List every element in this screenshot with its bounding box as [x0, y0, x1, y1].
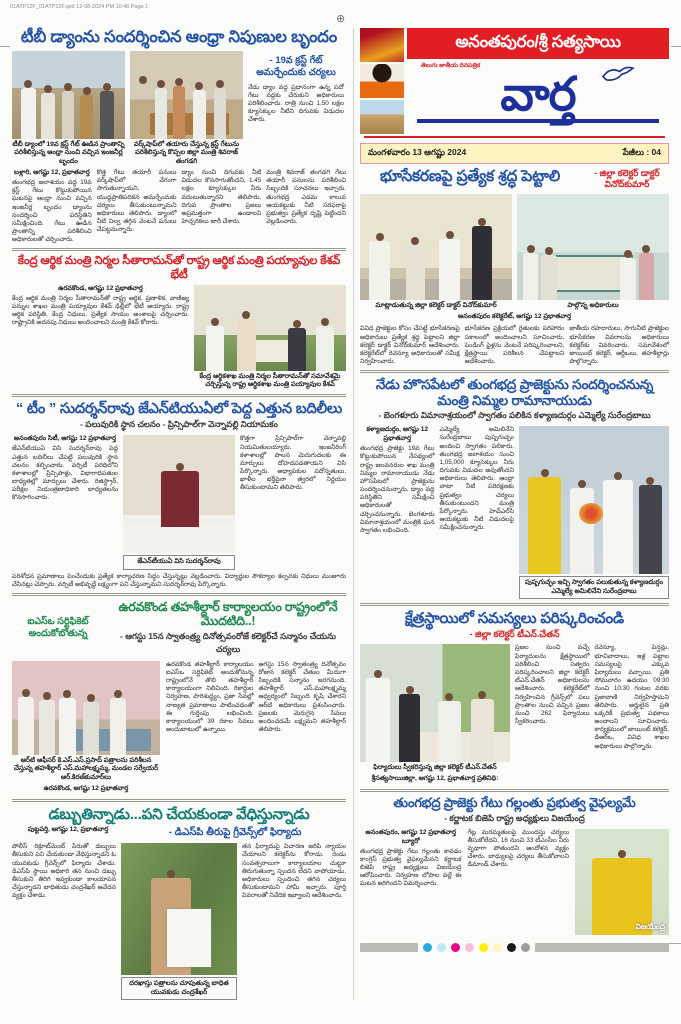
- dateline: ఉరవకొండ, ఆగష్టు 12 ప్రభాతవార్త: [43, 784, 129, 792]
- crop-mark: [0, 46, 10, 47]
- body-column: తన ఫిర్యాదుపై విచారణ జరిపి న్యాయం చేయాలని కలెక్టర్‌ను కోరాడు. రెండు సంవత్సరాలుగా కార్యాలయాల చుట్టూ తిరుగుతున్నా స్పందన లేదని వాపోయాడు. అధికారులు స్పందించి తగిన చర్యలు తీసుకుంటామని హామీ ఇచ్చారు. పూర్తి వివరాలతో నివేదిక ఇవ్వాలని ఆదేశించారు.: [242, 843, 346, 900]
- body-column: ప్రజల నుంచి వచ్చే ఫిర్యాదులను క్షేత్రస్థాయిలో పరిశీలించి సత్వరం పరిష్కరించాలని జిల్లా కలెక్టర్ టీఎన్.చేతన్ అధికారులను ఆదేశించారు. కలెక్టరేట్‌లో నిర్వహించిన గ్రీవెన్స్‌లో పలు ప్రాంతాల నుంచి వచ్చిన ప్రజల నుంచి 262 ఫిర్యాదులు స్వీకరించారు.: [515, 644, 590, 726]
- article-subhead: - డిఎస్‌పి తీరుపై గ్రీవెన్స్‌లో ఫిర్యాదు: [168, 827, 302, 839]
- edition-banner: అనంతపురం/శ్రీ సత్యసాయి: [407, 28, 669, 59]
- meeting-photo: [194, 285, 346, 371]
- page-content: [12, 28, 669, 1000]
- crop-mark: [671, 46, 681, 47]
- photo-name-label: విజయేంద్ర: [635, 921, 665, 931]
- left-column: [12, 28, 346, 1000]
- grievance-photo: [360, 644, 510, 762]
- article-body: [360, 325, 669, 366]
- masthead-photo-strip: [360, 28, 404, 134]
- divider: [12, 593, 346, 596]
- dove-icon: [601, 64, 635, 89]
- body-text: తుంగభద్ర ప్రాజెక్టు గేటు గల్లంతు కావడం కాంగ్రెస్ ప్రభుత్వ వైఫల్యమేనని కర్ణాటక బిజెపి రాష్ట్ర అధ్యక్షులు విజయేంద్ర ఆరోపించారు. నిర్వహణ లోపాల వల్లే ఈ ఘటన జరిగిందని విమర్శించారు.: [360, 847, 462, 888]
- body-text: తుంగభద్ర జలాశయం వద్ద 19వ క్రస్ట్ గేటు కొట్టుకుపోయిన ఘటనపై ఆంధ్రా నుంచి వచ్చిన ఇంజనీర్ల బృందం డ్యాంను సందర్శించి పరిస్థితిని సమీక్షించింది. గేటు ఊడిన ప్రాంతాన్ని పరిశీలించి అధికారులతో చర్చించారు.: [12, 179, 92, 244]
- dateline: అనంతపురం కలెక్టరేట్, ఆగష్టు 12 ప్రభాతవార్త: [457, 313, 572, 321]
- pale-yellow-dot: [493, 943, 502, 952]
- date-strip: [360, 143, 669, 164]
- issue-date: మంగళవారం 13 ఆగష్టు 2024: [368, 147, 467, 157]
- photo-caption: పాల్గొన్న అధికారులు: [567, 301, 619, 309]
- article-headline: “ టీం ” సుదర్శన్‌రావు జేఎన్‌టియుఏలో పెద్ద ఎత్తున బదిలీలు: [15, 400, 343, 417]
- photo-caption: దరఖాస్తు పత్రాలను చూపుతున్న బాధిత యువకుడు చంద్రశేఖర్: [121, 977, 237, 1000]
- article-subtitle: - కర్ణాటక బిజెపి రాష్ట్ర అధ్యక్షులు విజయేంద్ర: [444, 812, 585, 823]
- article-headline: కేంద్ర ఆర్థిక మంత్రి నిర్మల సీతారామన్‌తో రాష్ట్ర ఆర్థిక మంత్రి పయ్యావుల కేశవ్ భేటీ: [17, 255, 341, 281]
- article-headline: భూసేకరణపై ప్రత్యేక శ్రద్ధ పెట్టాలి: [379, 168, 561, 185]
- attribution: - జిల్లా కలెక్టర్ టీఎన్.చేతన్: [469, 629, 560, 640]
- article-headline: టీబీ డ్యాంను సందర్శించిన ఆంధ్రా నిపుణుల బృందం: [20, 28, 338, 46]
- divider: [360, 789, 669, 792]
- body-column: [360, 426, 435, 599]
- dateline: బళ్లారి, ఆగష్టు 12, ప్రభాతవార్త: [14, 169, 90, 177]
- photo-block: [519, 426, 669, 599]
- article-subtitle: - పలువురికి స్థాన చలనం - ప్రిన్సిపాల్‌గా వెన్నావల్లి నియామకం: [80, 419, 278, 430]
- photo-caption: కేంద్ర ఆర్థికశాఖ మంత్రి నిర్మల సీతారామన్‌తో సమావేశమై చర్చిస్తున్న రాష్ట్ర ఆర్థికశాఖ మంత్రి పయ్యావుల కేశవ్: [199, 372, 341, 389]
- divider: [360, 370, 669, 373]
- article-jntu-transfers: [12, 401, 346, 589]
- article-land-acquisition: [360, 168, 669, 366]
- collector-speaking-photo: [360, 194, 512, 300]
- body-column: [12, 169, 92, 244]
- dateline: ఉరవకొండ, ఆగష్టు 12 ప్రభాతవార్త: [58, 284, 143, 292]
- body-column: గేట్ల మరమ్మతులపై ముందస్తు చర్యలు తీసుకోలేదని, 16 నుంచి 33 టీఎంసీల నీరు వృథాగా పోతుందని ఆందోళన వ్యక్తం చేశారు. బాధ్యులపై చర్యలు తీసుకోవాలని డిమాండ్ చేశారు.: [467, 828, 569, 869]
- article-tb-dam-visit: [12, 28, 346, 244]
- article-minister-tb-visit: [360, 377, 669, 599]
- article-body: [12, 285, 189, 390]
- body-column: ఉరవకొండ తహశీల్దార్ కార్యాలయం ఐఎస్ఒ సర్టిఫికెట్ అందుకోనున్న రాష్ట్రంలోనే తొలి తహశీల్దార్ కార్యాలయంగా నిలిచింది. రికార్డుల నిర్వహణ, పారిశుద్ధ్యం, ప్రజా సేవల్లో నాణ్యత ప్రమాణాలు పాటించడంతో ఈ గుర్తింపు లభించింది. కార్యాలయంలో 39 రకాల సేవలు అందుబాటులో ఉన్నాయి.: [166, 660, 254, 734]
- article-subtitle: - బెంగళూరు విమానాశ్రయంలో స్వాగతం పలికిన కళ్యాణదుర్గం ఎమ్మెల్యే సురేంద్రబాబు: [378, 410, 651, 421]
- paper-tagline: తెలుగు జాతీయ దినపత్రిక: [421, 63, 481, 69]
- saibaba-photo: [360, 64, 404, 98]
- gray-bar: [535, 943, 669, 952]
- dateline: అనంతపురం సిటీ, ఆగష్టు 12 ప్రభాతవార్త: [13, 435, 117, 443]
- article-headline: క్షేత్రస్థాయిలో సమస్యలు పరిష్కరించండి: [405, 609, 624, 627]
- photo-block: [123, 435, 235, 569]
- article-iso-tahsildar-office: [12, 600, 346, 795]
- pages-count: పేజీలు : 04: [622, 147, 661, 157]
- paper-title: వార్త: [500, 67, 576, 120]
- print-slug-line: 01ATP12F_01ATP12F.qxd 12-08-2024 PM 10:46 Page 1: [10, 4, 149, 10]
- article-bjp-vijayendra: [360, 796, 669, 935]
- photo-block: [12, 51, 125, 166]
- body-column: జాతీయ రహదారులు, సాగునీటి ప్రాజెక్టుల భూసేకరణ వివరాలను అధికారులు కలెక్టర్‌కు వివరించారు. సమావేశంలో జాయింట్ కలెక్టర్, ఆర్డీఒలు, తహశీల్దార్లు పాల్గొన్నారు.: [569, 325, 670, 366]
- dam-site-photo: [12, 51, 125, 139]
- officials-meeting-photo: [517, 194, 669, 300]
- masthead: [360, 28, 669, 166]
- body-column: కొత్తగా ప్రిన్సిపాల్‌గా వెన్నావల్లి నియమితులయ్యారు. ఇంజనీరింగ్ కళాశాలల్లో పాలన మెరుగుదలకు ఈ మార్పులు దోహదపడతాయని విసి పేర్కొన్నారు. అధ్యాపకుల పదోన్నతులు, ఖాళీల భర్తీపైనా త్వరలో నిర్ణయం తీసుకుంటామని తెలిపారు.: [240, 435, 346, 492]
- article-dsp-grievance: [12, 806, 346, 1000]
- article-body: [515, 644, 669, 784]
- photo-block: [360, 644, 510, 784]
- gray-bar: [360, 943, 418, 952]
- photo-caption: ఆర్‌టి ఆఫీసర్ కె.ఎస్.ఎస్.ప్రసాద్ పత్రాలను పరిశీలన చేస్తున్న తహశీల్దార్ ఎస్.మహాలక్ష్మమ్మ, మండల సర్వేయర్ ఆర్.కిరణ్‌కుమార్‌లు: [13, 756, 159, 781]
- photo-caption: ఫిర్యాదులు స్వీకరిస్తున్న జిల్లా కలెక్టర్ టీఎన్.చేతన్: [373, 764, 497, 772]
- attribution: - జిల్లా కలెక్టర్ డాక్టర్ వినోద్‌కుమార్: [594, 168, 660, 189]
- article-kicker: ఐఎస్ఒ సర్టిఫికెట్ అందుకోబోతున్న: [27, 616, 89, 640]
- divider: [12, 248, 346, 251]
- magenta-dot: [451, 943, 460, 952]
- photo-block: [517, 194, 669, 310]
- body-column: [360, 829, 462, 935]
- body-column: ఎమ్మెల్యే అమిలినేని సురేంద్రబాబు పుష్పగుచ్ఛం అందించి స్వాగతం పలికారు. తుంగభద్ర జలాశయం నుంచి 1,05,000 క్యూసెక్కుల నీరు దిగువకు విడుదల అవుతోందని అధికారులు తెలిపారు. ఆంధ్రా వాటా నీటి పరిరక్షణకు ప్రభుత్వం చర్యలు తీసుకుంటుందని మంత్రి పేర్కొన్నారు. హెచ్ఎల్‌సి ఆయకట్టుకు నీటి విడుదలపై సమీక్షించనున్నారు.: [439, 426, 514, 532]
- black-dot: [507, 943, 516, 952]
- deity-photo: [360, 28, 404, 62]
- office-inspection-photo: [12, 661, 160, 755]
- divider: [12, 799, 346, 802]
- article-body: [12, 169, 346, 244]
- article-headline: డబ్బుతిన్నాడు...పని చేయకుండా వేధిస్తున్నాడు: [48, 805, 310, 823]
- body-text: జేఎన్‌టియుఏ విసి సుదర్శన్‌రావు పెద్ద ఎత్తున బదిలీలు చేపట్టి పలువురికి స్థాన చలనం కల్పించారు. వర్సిటీ పరిధిలోని కళాశాలల్లో ప్రిన్సిపాళ్లు, విభాగాధిపతుల బాధ్యతల్లో మార్పులు చేశారు. రిజిస్ట్రార్, పరీక్షల నియంత్రణాధికారి బాధ్యతలను కొనసాగించారు.: [12, 445, 118, 502]
- photo-caption: పుష్పగుచ్ఛం ఇచ్చి స్వాగతం పలుకుతున్న కళ్యాణదుర్గం ఎమ్మెల్యే అమిలినేని సురేంద్రబాబు: [519, 576, 669, 599]
- photo-block: [12, 661, 160, 795]
- registration-cross-icon: ⊕: [336, 13, 346, 25]
- workshop-photo: [130, 51, 243, 139]
- photo-caption: టీబీ డ్యాంలో 19వ క్రస్ట్ గేట్ ఊడిన ప్రాంతాన్ని పరిశీలిస్తున్న ఆంధ్రా నుంచి వచ్చిన ఇంజనీర్ల బృందం: [12, 140, 125, 165]
- article-headline: నేడు హొసపేటలో తుంగభద్ర ప్రాజెక్టును సందర్శించనున్న మంత్రి నిమ్మల రామానాయుడు: [375, 377, 654, 408]
- photo-block: [194, 285, 346, 390]
- body-column: కొత్త గేటు తయారీ పనులు వర్క్‌షాప్‌లో వేగంగా సాగుతున్నాయని, యుద్ధప్రాతిపదికన అమర్చేందుకు చర్యలు తీసుకుంటున్నామని అధికారులు తెలిపారు. డ్యాంలో నీటి నిల్వ తగ్గిన వెంటనే పనులు చేపట్టనున్నారు.: [96, 169, 177, 234]
- body-column: పోలీస్ రిక్రూట్‌మెంట్ పేరుతో డబ్బులు తీసుకుని పని చేయకుండా వేధిస్తున్నాడని ఓ యువకుడు గ్రీవెన్స్‌లో ఫిర్యాదు చేశాడు. డిఎస్‌పి స్థాయి అధికారి తన నుంచి డబ్బు తీసుకుని తిరిగి ఇవ్వకుండా కాలయాపన చేస్తున్నాడని బాధితుడు చంద్రశేఖర్ ఆవేదన వ్యక్తం చేశాడు.: [12, 843, 116, 900]
- pale-cyan-dot: [437, 943, 446, 952]
- photo-caption: మాట్లాడుతున్న జిల్లా కలెక్టర్ డాక్టర్ వినోద్‌కుమార్: [375, 301, 497, 309]
- dateline: పుట్టపర్తి, ఆగష్టు 12, ప్రభాతవార్త: [27, 826, 109, 834]
- body-column: వివిధ ప్రాజెక్టుల కోసం చేపట్టే భూసేకరణపై అధికారులు ప్రత్యేక శ్రద్ధ పెట్టాలని జిల్లా కలెక్టర్ డాక్టర్ వినోద్‌కుమార్ ఆదేశించారు. కలెక్టరేట్‌లో రెవెన్యూ అధికారులతో సమీక్ష నిర్వహించారు.: [360, 325, 460, 366]
- body-column: డ్యాం నుంచి దిగువకు నీటి విడుదల కొనసాగుతోందని, 1.45 లక్షల క్యూసెక్కుల నీరు వదులుతున్నారని తెలిపారు. దిగువ ప్రాంతాల ప్రజలు అప్రమత్తంగా ఉండాలని హెచ్చరికలు జారీ చేశారు.: [181, 169, 262, 226]
- body-column: ఆగస్టు 15న స్వాతంత్ర్య దినోత్సవం రోజున కలెక్టర్ చేతుల మీదుగా సిబ్బందికి సన్మానం జరగనుంది. తహశీల్దార్ ఎస్.మహాలక్ష్మమ్మ ఆధ్వర్యంలో సిబ్బంది కృషి చేశారని ఆర్‌టి అధికారులు ప్రశంసించారు. ప్రజలకు మెరుగైన సేవలు అందించడమే లక్ష్యమని తహశీల్దార్ తెలిపారు.: [258, 660, 346, 734]
- body-text: తుంగభద్ర ప్రాజెక్టు 19వ గేటు కొట్టుకుపోయిన నేపథ్యంలో రాష్ట్ర జలవనరుల శాఖ మంత్రి నిమ్మల రామానాయుడు నేడు హొసపేటలో ప్రాజెక్టును సందర్శించనున్నారు. డ్యాం వద్ద పరిస్థితిని సమీక్షించి అధికారులతో చర్చించనున్నారు. బెంగళూరు విమానాశ్రయంలో మంత్రికి ఘన స్వాగతం లభించింది.: [360, 445, 435, 534]
- photo-caption: వర్క్‌షాప్‌లో తయారు చేస్తున్న క్రస్ట్ గేటును పరిశీలిస్తున్న కొప్పల జిల్లా మంత్రి శివరాజ్ తంగడగి: [133, 140, 240, 165]
- logo-underline-red: [364, 136, 665, 138]
- body-text: పరిశోధన ప్రమాణాలు పెంచేందుకు ప్రత్యేక కార్యాచరణ సిద్ధం చేస్తున్నట్లు వెల్లడించారు. విద్యార్థుల సౌకర్యాల కల్పనకు నిధులు మంజూరు చేసినట్లు చెప్పారు. వర్సిటీ అభివృద్ధే లక్ష్యంగా పని చేస్తున్నామని సుదర్శన్‌రావు పేర్కొన్నారు.: [12, 572, 346, 588]
- vijayendra-portrait-photo: [575, 829, 669, 935]
- article-body: [166, 661, 346, 795]
- headline-block: [110, 600, 346, 657]
- airport-welcome-photo: [519, 426, 669, 574]
- article-subtitle: - ఆగస్టు 15న స్వాతంత్ర్య దినోత్సవంరోజే కలెక్టర్‌చే సన్మానం చేయను చర్యలు: [120, 630, 336, 654]
- body-text: కేంద్ర ఆర్థిక మంత్రి నిర్మల సీతారామన్‌తో రాష్ట్ర ఆర్థిక, ప్రణాళిక, వాణిజ్య పన్నుల శాఖల మంత్రి పయ్యావుల కేశవ్ ఢిల్లీలో భేటీ అయ్యారు. రాష్ట్ర ఆర్థిక పరిస్థితి, కేంద్ర నిధులు, ప్రత్యేక సాయం అంశాలపై చర్చించారు. రాష్ట్రానికి అదనపు నిధులు అందించాలని మంత్రి కేశవ్ కోరారు.: [12, 294, 189, 327]
- body-column: రెవెన్యూ, పెన్షన్లు, భూవివాదాలు, ఇళ్ల పట్టాల సమస్యలపై ఎక్కువ ఫిర్యాదులు వచ్చాయి. ప్రతి సోమవారం ఉదయం 09:30 నుంచి 10:30 గంటల వరకు ప్రజావాణి నిర్వహిస్తామని తెలిపారు. అర్హులైన ప్రతి ఒక్కరికీ ప్రభుత్వ పథకాలు అందాలని సూచించారు. కార్యక్రమంలో జాయింట్ కలెక్టర్, డిఆర్ఒ, వివిధ శాఖల అధికారులు పాల్గొన్నారు.: [594, 644, 669, 750]
- divider: [12, 394, 346, 397]
- dateline: కళ్యాణదుర్గం, ఆగష్టు 12 ప్రభాతవార్త: [366, 426, 429, 443]
- crop-mark: [669, 943, 681, 944]
- divider: [360, 603, 669, 606]
- dateline: శ్రీసత్యసాయిజిల్లా, ఆగష్టు 12, ప్రభాతవార్త ప్రతినిధి:: [371, 774, 499, 782]
- photo-block: [360, 194, 512, 310]
- article-finance-minister-meet: [12, 255, 346, 389]
- body-column: మంత్రి శివరాజ్ తంగడగి గేటు తయారీ పనులను పరిశీలించి సిబ్బందికి సూచనలు ఇచ్చారు. తుంగభద్ర ఎడమ కాలువ ఆయకట్టుకు నీటి సరఫరాపై ప్రభుత్వం ప్రత్యేక దృష్టి పెట్టిందని వెల్లడించారు.: [266, 169, 346, 226]
- article-subhead: - 19వ క్రస్ట్ గేట్ అమర్చేందుకు చర్యలు: [256, 54, 336, 79]
- yellow-dot: [479, 943, 488, 952]
- vc-photo: [123, 435, 235, 553]
- pink-dot: [465, 943, 474, 952]
- rock-formation-photo: [360, 100, 404, 134]
- dateline: అనంతపురం, ఆగష్టు 12 ప్రభాతవార్త బ్యూరో: [365, 828, 457, 845]
- gray-dot: [521, 943, 530, 952]
- photo-block: [130, 51, 243, 166]
- photo-block: [121, 843, 237, 1000]
- body-column: భూసేకరణ ప్రక్రియలో రైతులకు పరిహారం సకాలంలో అందించాలని సూచించారు. పెండింగ్ ఫైళ్లను వెంటనే పరిష్కరించాలని, క్షేత్రస్థాయి పరిశీలన చేపట్టాలని ఆదేశించారు.: [464, 325, 565, 366]
- color-registration-bars: [360, 943, 669, 952]
- sidebar-text: నేడు డ్యాం వద్ద ప్రధానంగా ఉన్న పదో గేటు వద్దకు చేరుకుని అధికారులు పరిశీలించారు. రాత్రి నుంచి 1.50 లక్షల క్యూసెక్కుల నీటిని దిగువకు విడుదల చేశారు.: [248, 83, 344, 124]
- article-sidebar: [248, 51, 344, 166]
- article-grievance-collector: [360, 610, 669, 785]
- complainant-photo: [121, 843, 237, 975]
- body-column: [12, 435, 118, 569]
- cyan-dot: [423, 943, 432, 952]
- photo-caption: జేఎన్‌టీయుఏ విసి సుదర్శన్‌రావు: [123, 555, 235, 569]
- right-column: [353, 28, 669, 1000]
- article-headline: తుంగభద్ర ప్రాజెక్టు గేటు గల్లంతు ప్రభుత్వ వైఫల్యమే: [393, 794, 636, 810]
- article-headline: ఉరవకొండ తహశీల్దార్ కార్యాలయం రాష్ట్రంలోనే మొదటిది..!: [118, 600, 338, 629]
